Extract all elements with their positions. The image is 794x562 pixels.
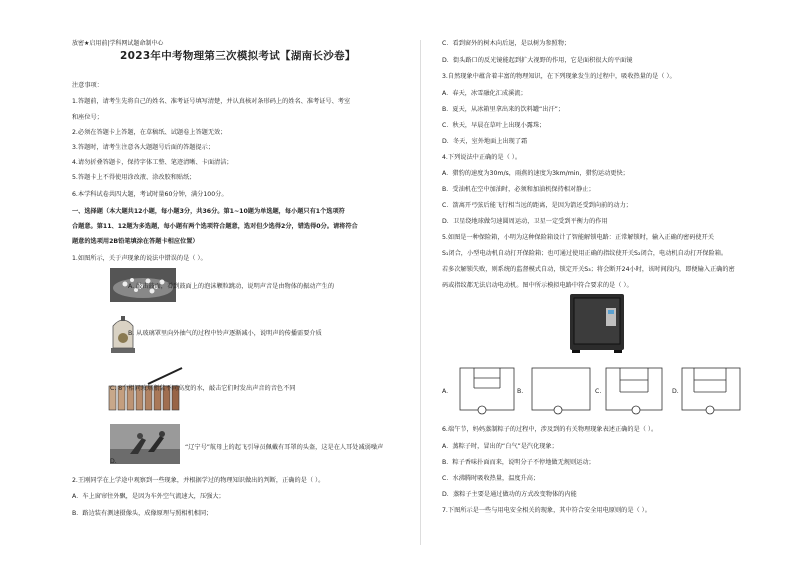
notice-4: 4.请勿折叠答题卡，保持字体工整、笔迹清晰、卡面清洁； — [72, 159, 233, 166]
q2-option-c: C．看到窗外的树木向后退，是以树为参照物； — [442, 40, 571, 47]
q6-option-b: B．粽子香味扑面而来，说明分子不停地做无规则运动； — [442, 459, 595, 466]
q5-option-c-label: C. — [595, 388, 602, 395]
q6-option-d: D．蒸粽子主要是通过做功的方式改变物体的内能 — [442, 491, 577, 498]
q3-option-d: D．冬天，室外地面上出现了霜 — [442, 138, 528, 145]
q2-option-a: A．车上窗帘往外飘，是因为车外空气流速大，压强大； — [72, 493, 225, 500]
q5-line4: 码或指纹都无法启动电动机。图中所示模拟电路中符合要求的是（ ）。 — [442, 282, 633, 289]
q4-option-b: B．受油机在空中加油时，必须和加油机保持相对静止； — [442, 186, 595, 193]
q6-option-c: C．水沸腾时吸收热量，温度升高； — [442, 475, 540, 482]
column-divider — [420, 40, 421, 545]
notice-title: 注意事项： — [72, 82, 103, 89]
q1-stem: 1.如图所示，关于声现象的说法中错误的是（ ）。 — [72, 255, 207, 262]
confidential-header: 放密★启用前|学科网试题命制中心 — [72, 40, 164, 47]
page-title: 2023年中考物理第三次模拟考试【湖南长沙卷】 — [120, 50, 356, 62]
q5-line1: 5.如图是一种保险箱，小明为这种保险箱设计了智能解锁电路：正常解锁时，输入正确的密码使开关 — [442, 234, 714, 241]
section1-line2: 合题意。第11、12题为多选题，每小题有两个选项符合题意，选对但少选得2分，错选得0分。请将符合 — [72, 223, 358, 230]
q4-option-d: D．卫星绕地球做匀速圆周运动，卫星一定受到平衡力的作用 — [442, 218, 608, 225]
section1-line3: 题意的选项用2B铅笔填涂在答题卡相应位置） — [72, 238, 199, 245]
q1-option-d-text: “辽宁号”航母上的起飞引导员佩戴有耳罩的头盔，这是在人耳处减弱噪声 — [185, 444, 384, 451]
notice-5: 5.答题卡上不得使用涂改液、涂改胶和贴纸； — [72, 174, 196, 181]
q3-stem: 3.自然现象中蕴含着丰富的物理知识，在下列现象发生的过程中，吸收热量的是（ ）。 — [442, 73, 676, 80]
q4-option-a: A．猎豹的速度为30m/s，雨燕的速度为3km/min，猎豹运动更快； — [442, 170, 629, 177]
q5-option-b-label: B. — [517, 388, 524, 395]
circuit-diagram — [438, 360, 748, 422]
q1-option-d-label: D. — [110, 458, 117, 465]
q5-option-a-label: A. — [442, 388, 449, 395]
q5-line2: S₁闭合，小型电动机自动打开保险箱；也可通过使用正确的指纹使开关S₂闭合，电动机自动打开保险箱。 — [442, 250, 728, 257]
notice-2: 2.必须在答题卡上答题，在草稿纸、试题卷上答题无效； — [72, 129, 227, 136]
q4-option-c: C．箭离开弓弦后能飞行相当远的距离，是因为箭还受到向前的动力； — [442, 202, 632, 209]
q4-stem: 4.下列说法中正确的是（ ）。 — [442, 154, 522, 161]
safe-box-icon — [568, 292, 626, 354]
q6-stem: 6.端午节，妈妈蒸制粽子的过程中，涉及到的有关物理现象表述正确的是（ ）。 — [442, 426, 658, 433]
notice-1a: 1.答题前，请考生先将自己的姓名、准考证号填写清楚，并认真核对条形码上的姓名、准考证号、考室 — [72, 98, 351, 105]
q1-option-b: B. 从玻璃罩里向外抽气的过程中铃声逐渐减小，说明声的传播需要介质 — [128, 330, 322, 337]
q2-option-b: B．路边装有测速摄像头，成像原理与照相机相同； — [72, 510, 213, 517]
aircraft-carrier-photo — [110, 424, 180, 464]
section1-line1: 一、选择题（本大题共12小题，每小题3分，共36分。第1~10题为单选题，每小题只有1个选项符 — [72, 208, 345, 215]
q5-option-d-label: D. — [672, 388, 679, 395]
q2-stem: 2.王刚同学在上学途中观察到一些现象，并根据学过的物理知识做出的判断，正确的是（ ）。 — [72, 477, 325, 484]
q6-option-a: A．蒸粽子时，冒出的“白气”是汽化现象； — [442, 443, 558, 450]
q3-option-a: A．春天，冰雪融化汇成溪流； — [442, 90, 527, 97]
q2-option-d: D．街头路口的反光镜能起到扩大视野的作用，它是面积很大的平面镜 — [442, 57, 633, 64]
q1-option-c: C. 8个相同玻璃瓶装不同高度的水，敲击它们时发出声音的音色不同 — [110, 385, 296, 392]
q5-line3: 若多次解锁失败，则系统的监督模式自动，锁定开关S₃；将会断开24小时，该时间段内，即便输入正确的密 — [442, 266, 735, 273]
notice-3: 3.答题时，请考生注意各大题题号后面的答题提示； — [72, 144, 215, 151]
q3-option-b: B．夏天，从冰箱里拿出来的饮料罐“出汗”； — [442, 106, 565, 113]
notice-1b: 和座位号； — [72, 114, 103, 121]
q7-stem: 7.下图所示是一些与用电安全相关的现象，其中符合安全用电原则的是（ ）。 — [442, 507, 651, 514]
q3-option-c: C．秋天，早晨在草叶上出现小露珠； — [442, 122, 546, 129]
q1-option-a: A. 敲击鼓面，看到鼓面上的泡沫颗粒跳动，说明声音是由物体的振动产生的 — [128, 283, 335, 290]
notice-6: 6.本学科试卷共四大题，考试时量60分钟，满分100分。 — [72, 191, 228, 198]
